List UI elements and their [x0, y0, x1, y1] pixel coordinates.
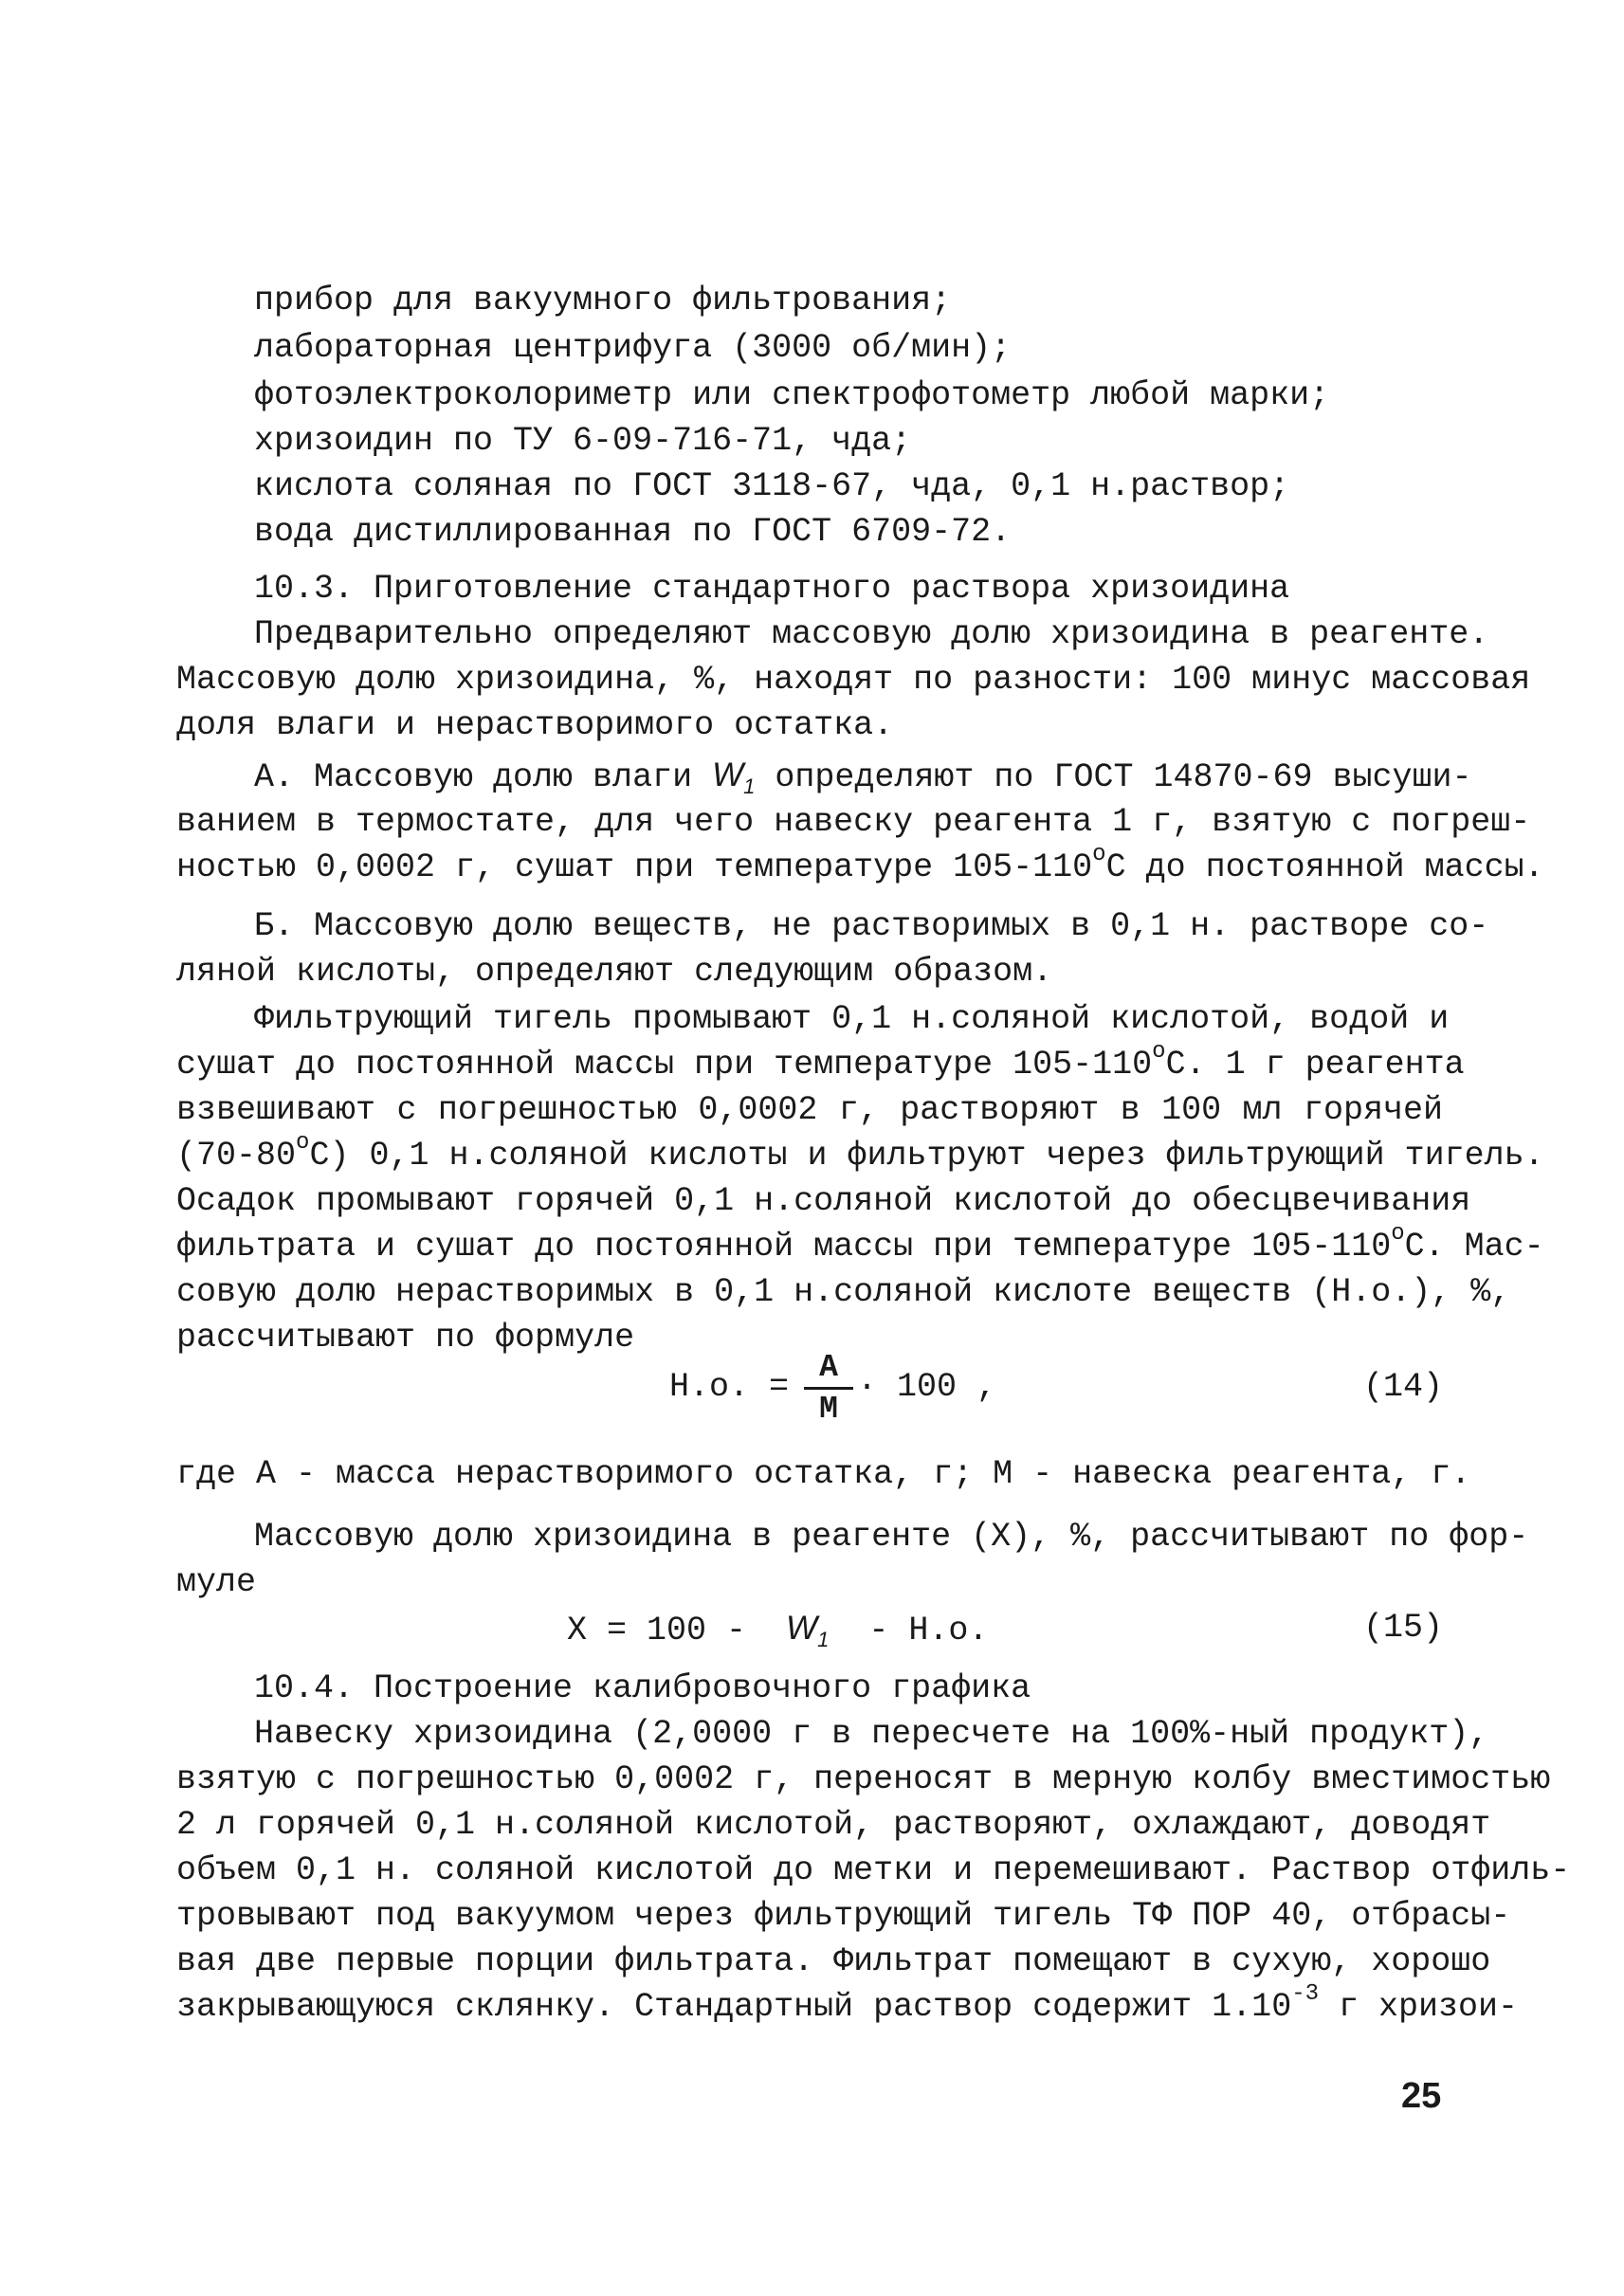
procedure-line: Фильтрующий тигель промывают 0,1 н.соляной кислотой, водой и [254, 1000, 1450, 1038]
equipment-item: лабораторная центрифуга (3000 об/мин); [254, 329, 1012, 367]
w1-symbol: $W_1$ [712, 756, 756, 798]
procedure-line: взвешивают с погрешностью 0,0002 г, растворяют в 100 мл горячей [176, 1091, 1443, 1129]
paragraph-line: тровывают под вакуумом через фильтрующий тигель ТФ ПОР 40, отбрасы- [176, 1897, 1511, 1935]
fraction-bar [804, 1387, 853, 1390]
equipment-item: хризоидин по ТУ 6-09-716-71, чда; [254, 422, 912, 460]
paragraph-line: объем 0,1 н. соляной кислотой до метки и перемешивают. Раствор отфиль- [176, 1851, 1571, 1889]
equipment-item: кислота соляная по ГОСТ 3118-67, чда, 0,1 н.раствор; [254, 467, 1290, 505]
x-text-line: Массовую долю хризоидина в реагенте (Х), %, рассчитывают по фор- [254, 1518, 1529, 1556]
section-heading-10-3: 10.3. Приготовление стандартного раствора хризоидина [254, 570, 1290, 608]
procedure-line: совую долю нерастворимых в 0,1 н.соляной кислоте веществ (Н.о.), %, [176, 1273, 1511, 1311]
procedure-line: $(70-80^оС)$ 0,1 н.соляной кислоты и фильтруют через фильтрующий тигель. [176, 1130, 1544, 1175]
item-b-line: Б. Массовую долю веществ, не растворимых в 0,1 н. растворе со- [254, 907, 1489, 945]
paragraph-line: Предварительно определяют массовую долю хризоидина в реагенте. [254, 615, 1489, 653]
item-a-line: ванием в термостате, для чего навеску реагента 1 г, взятую с погреш- [176, 803, 1531, 841]
page-number: 25 [1401, 2076, 1442, 2116]
procedure-line: сушат до постоянной массы при температуре $105-110^оС$. 1 г реагента [176, 1039, 1465, 1084]
paragraph-line: вая две первые порции фильтрата. Фильтрат помещают в сухую, хорошо [176, 1942, 1491, 1980]
procedure-line: фильтрата и сушат до постоянной массы при температуре $105-110^оС$. Мас- [176, 1221, 1544, 1266]
formula-14-fraction [804, 1350, 853, 1427]
item-a-line: А. Массовую долю влаги $W_1$ определяют по ГОСТ 14870-69 высуши- [254, 756, 1472, 798]
equipment-item: фотоэлектроколориметр или спектрофотометр любой марки; [254, 376, 1330, 414]
where-line: где А - масса нерастворимого остатка, г; М - навеска реагента, г. [176, 1455, 1471, 1493]
procedure-line: Осадок промывают горячей 0,1 н.соляной кислотой до обесцвечивания [176, 1182, 1471, 1220]
x-text-line: муле [176, 1563, 257, 1601]
formula-14-number: (14) [1363, 1368, 1444, 1406]
paragraph-line: Навеску хризоидина (2,0000 г в пересчете на 100%-ный продукт), [254, 1715, 1489, 1753]
paragraph-line: 2 л горячей 0,1 н.соляной кислотой, растворяют, охлаждают, доводят [176, 1806, 1491, 1844]
formula-15-number: (15) [1363, 1609, 1444, 1647]
procedure-line: рассчитывают по формуле [176, 1319, 635, 1357]
formula-14-lhs: Н.о. = [669, 1368, 790, 1406]
equipment-item: прибор для вакуумного фильтрования; [254, 282, 952, 319]
formula-14-denominator: М [819, 1392, 838, 1427]
formula-14-rhs: · 100 , [857, 1368, 997, 1406]
item-a-line: ностью 0,0002 г, сушат при температуре $105-110^оС$ до постоянной массы. [176, 842, 1544, 886]
paragraph-line: закрывающуюся склянку. Стандартный раствор содержит $1.10^{-3}$ г хризои- [176, 1981, 1519, 2026]
paragraph-line: доля влаги и нерастворимого остатка. [176, 706, 894, 744]
section-heading-10-4: 10.4. Построение калибровочного графика [254, 1669, 1031, 1707]
formula-14-numerator: А [819, 1350, 838, 1385]
w1-symbol: $W_1$ [786, 1610, 830, 1651]
equipment-item: вода дистиллированная по ГОСТ 6709-72. [254, 513, 1012, 551]
paragraph-line: взятую с погрешностью 0,0002 г, переносят в мерную колбу вместимостью [176, 1760, 1551, 1798]
item-b-line: ляной кислоты, определяют следующим образом. [176, 953, 1053, 991]
formula-15: $X = 100 - W_1 - Н.о$. [567, 1610, 989, 1651]
paragraph-line: Массовую долю хризоидина, %, находят по разности: 100 минус массовая [176, 661, 1531, 699]
